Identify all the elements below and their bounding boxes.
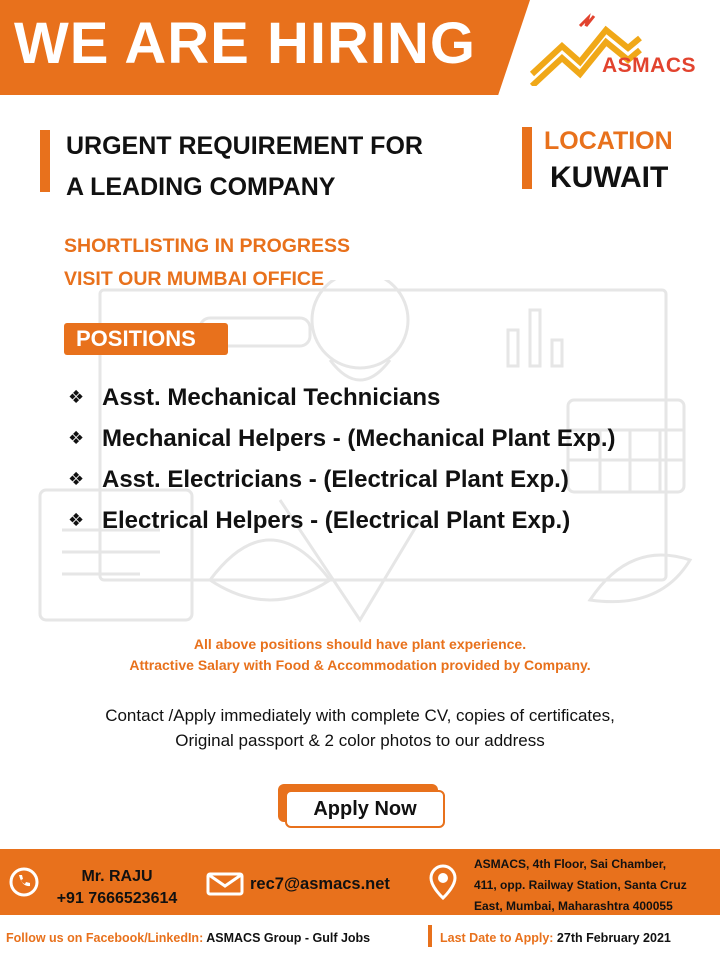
- bullet-diamond-icon: ❖: [68, 428, 85, 448]
- list-item: [68, 418, 616, 459]
- notice-line-1: SHORTLISTING IN PROGRESS: [64, 235, 351, 257]
- phone-icon: [8, 866, 40, 898]
- salary-note: Attractive Salary with Food & Accommodation provided by Company.: [129, 657, 591, 673]
- address-line-2: 411, opp. Railway Station, Santa Cruz: [474, 878, 687, 892]
- social-follow: [6, 931, 370, 945]
- requirement-line-2: A LEADING COMPANY: [66, 173, 336, 201]
- notice-line-2: VISIT OUR MUMBAI OFFICE: [64, 268, 324, 290]
- location-pin-icon: [428, 864, 458, 900]
- bullet-diamond-icon: ❖: [68, 469, 85, 489]
- hiring-title: WE ARE HIRING: [14, 11, 476, 76]
- bullet-diamond-icon: ❖: [68, 387, 85, 407]
- footer-divider: [428, 925, 432, 947]
- list-item: [68, 500, 616, 541]
- follow-handle[interactable]: ASMACS Group - Gulf Jobs: [206, 931, 371, 945]
- positions-list: [68, 377, 616, 541]
- requirement-heading: [66, 126, 423, 208]
- list-item: [68, 459, 616, 500]
- apply-now-button[interactable]: Apply Now: [285, 790, 445, 828]
- last-date-value: 27th February 2021: [556, 931, 671, 945]
- logo-text: ASMACS: [602, 54, 697, 77]
- location-label: LOCATION: [544, 127, 673, 155]
- experience-note: All above positions should have plant experience.: [193, 636, 527, 652]
- last-date: [440, 931, 671, 945]
- office-address: [474, 854, 687, 917]
- location-value: KUWAIT: [550, 161, 669, 194]
- address-line-1: ASMACS, 4th Floor, Sai Chamber,: [474, 857, 667, 871]
- list-item: [68, 377, 616, 418]
- contact-line-2: Original passport & 2 color photos to our address: [175, 731, 545, 750]
- address-line-3: East, Mumbai, Maharashtra 400055: [474, 899, 673, 913]
- position-title: Asst. Mechanical Technicians: [102, 383, 441, 411]
- location-accent-bar: [522, 127, 532, 189]
- follow-label: Follow us on Facebook/LinkedIn:: [6, 931, 204, 945]
- contact-phone[interactable]: +91 7666523614: [56, 890, 178, 907]
- position-title: Asst. Electricians - (Electrical Plant Exp.): [102, 465, 569, 493]
- bullet-diamond-icon: ❖: [68, 510, 85, 530]
- contact-line-1: Contact /Apply immediately with complete CV, copies of certificates,: [105, 706, 615, 725]
- contact-person: [42, 866, 192, 910]
- contact-email[interactable]: rec7@asmacs.net: [250, 875, 390, 893]
- contact-name: Mr. RAJU: [81, 868, 153, 885]
- last-date-label: Last Date to Apply:: [440, 931, 554, 945]
- mail-icon: [206, 872, 244, 896]
- position-title: Electrical Helpers - (Electrical Plant Exp.): [102, 506, 571, 534]
- requirement-line-1: URGENT REQUIREMENT FOR: [66, 132, 423, 160]
- positions-heading: POSITIONS: [64, 323, 228, 355]
- position-title: Mechanical Helpers - (Mechanical Plant Exp.): [102, 424, 616, 452]
- requirement-accent-bar: [40, 130, 50, 192]
